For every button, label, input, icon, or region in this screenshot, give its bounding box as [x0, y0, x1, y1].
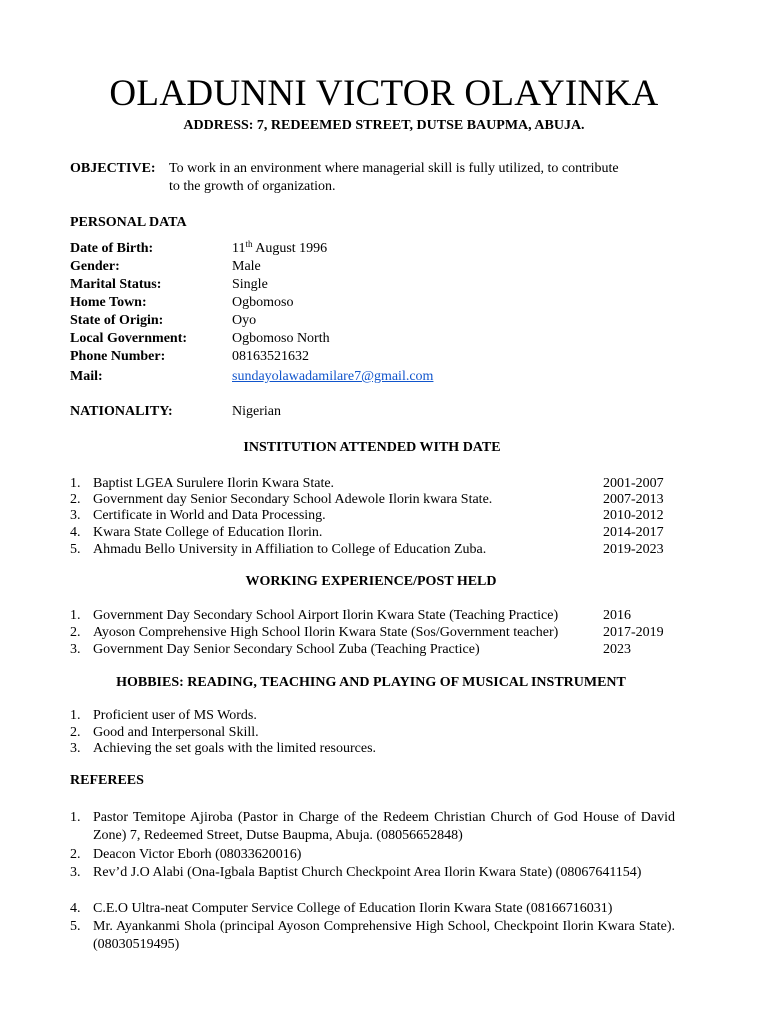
marital-value: Single [232, 277, 268, 292]
list-item-number: 2. [70, 625, 81, 640]
experience-heading: WORKING EXPERIENCE/POST HELD [245, 574, 497, 589]
list-item-date: 2017-2019 [603, 625, 664, 640]
list-item-number: 3. [70, 508, 81, 523]
hometown-label: Home Town: [70, 295, 147, 310]
state-value: Oyo [232, 313, 257, 328]
list-item: Government day Senior Secondary School Adewole Ilorin kwara State. [93, 492, 493, 507]
list-item-number: 2. [70, 492, 81, 507]
dob-rest: August 1996 [252, 241, 328, 256]
phone-value: 08163521632 [232, 349, 309, 364]
list-item-date: 2014-2017 [603, 525, 664, 540]
list-item-date: 2010-2012 [603, 508, 664, 523]
list-item-number: 1. [70, 476, 81, 491]
nationality-label: NATIONALITY: [70, 404, 173, 419]
institutions-heading: INSTITUTION ATTENDED WITH DATE [243, 440, 501, 455]
list-item: Ahmadu Bello University in Affiliation to College of Education Zuba. [93, 542, 487, 557]
dob-label: Date of Birth: [70, 241, 154, 256]
list-item-number: 3. [70, 642, 81, 657]
nationality-value: Nigerian [232, 404, 281, 419]
address-line: ADDRESS: 7, REDEEMED STREET, DUTSE BAUPMA, ABUJA. [183, 118, 585, 133]
dob-day: 11 [232, 241, 246, 256]
list-item-number: 5. [70, 919, 81, 934]
list-item: Pastor Temitope Ajiroba (Pastor in Charge of the Redeem Christian Church of God House of David Zone) 7, Redeemed Street, Dutse Baupma, Abuja. (08056652848) [93, 810, 675, 843]
objective-label: OBJECTIVE: [70, 161, 156, 176]
list-item-number: 5. [70, 542, 81, 557]
list-item: Government Day Secondary School Airport Ilorin Kwara State (Teaching Practice) [93, 608, 559, 623]
marital-label: Marital Status: [70, 277, 162, 292]
list-item-number: 1. [70, 810, 81, 825]
list-item: Baptist LGEA Surulere Ilorin Kwara State. [93, 476, 335, 491]
list-item-number: 1. [70, 608, 81, 623]
state-label: State of Origin: [70, 313, 164, 328]
applicant-name: OLADUNNI VICTOR OLAYINKA [109, 73, 659, 114]
list-item-number: 2. [70, 847, 81, 862]
lga-value: Ogbomoso North [232, 331, 330, 346]
list-item-date: 2023 [603, 642, 631, 657]
objective-line-1: To work in an environment where managerial skill is fully utilized, to contribute [169, 161, 619, 176]
gender-value: Male [232, 259, 261, 274]
list-item: Good and Interpersonal Skill. [93, 725, 259, 740]
list-item: Deacon Victor Eborh (08033620016) [93, 847, 302, 862]
dob-suffix: th [245, 239, 253, 249]
dob-value [232, 240, 327, 258]
hometown-value: Ogbomoso [232, 295, 294, 310]
list-item-number: 4. [70, 901, 81, 916]
list-item-number: 2. [70, 725, 81, 740]
list-item-date: 2001-2007 [603, 476, 664, 491]
list-item: Proficient user of MS Words. [93, 708, 257, 723]
gender-label: Gender: [70, 259, 120, 274]
list-item: Kwara State College of Education Ilorin. [93, 525, 323, 540]
personal-data-heading: PERSONAL DATA [70, 215, 187, 230]
phone-label: Phone Number: [70, 349, 166, 364]
list-item: Certificate in World and Data Processing. [93, 508, 326, 523]
objective-line-2: to the growth of organization. [169, 179, 336, 194]
list-item: Mr. Ayankanmi Shola (principal Ayoson Comprehensive High School, Checkpoint Ilorin Kwara State). (08030519495) [93, 919, 675, 952]
list-item-number: 1. [70, 708, 81, 723]
list-item-date: 2016 [603, 608, 631, 623]
list-item: Achieving the set goals with the limited resources. [93, 741, 377, 756]
list-item: Government Day Senior Secondary School Zuba (Teaching Practice) [93, 642, 480, 657]
list-item-date: 2007-2013 [603, 492, 664, 507]
mail-label: Mail: [70, 369, 103, 384]
objective-text [169, 160, 709, 196]
list-item: Ayoson Comprehensive High School Ilorin Kwara State (Sos/Government teacher) [93, 625, 559, 640]
list-item-date: 2019-2023 [603, 542, 664, 557]
list-item: Rev’d J.O Alabi (Ona-Igbala Baptist Church Checkpoint Area Ilorin Kwara State) (08067641154) [93, 865, 642, 880]
list-item: C.E.O Ultra-neat Computer Service College of Education Ilorin Kwara State (08166716031) [93, 901, 613, 916]
lga-label: Local Government: [70, 331, 188, 346]
list-item-number: 4. [70, 525, 81, 540]
email-link[interactable]: sundayolawadamilare7@gmail.com [232, 369, 434, 384]
list-item-number: 3. [70, 865, 81, 880]
referees-heading: REFEREES [70, 773, 144, 788]
hobbies-heading: HOBBIES: READING, TEACHING AND PLAYING OF MUSICAL INSTRUMENT [116, 675, 626, 690]
list-item-number: 3. [70, 741, 81, 756]
